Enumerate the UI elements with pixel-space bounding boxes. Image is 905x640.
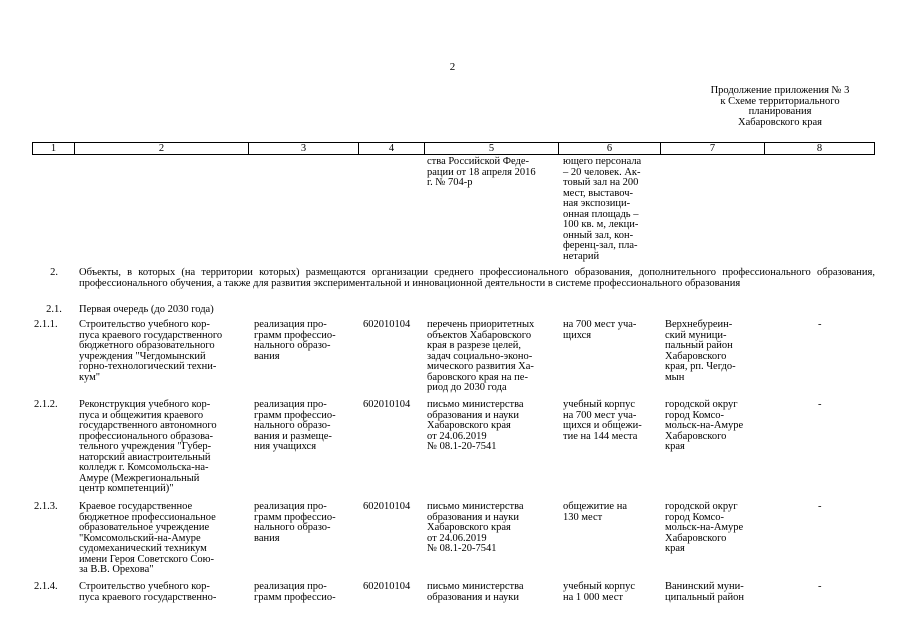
object-name: Реконструкция учебного кор- пуса и общежития краевого государственного автономного профессионального образова- тельного учреждения "Губер- наторский авиастроительный колледж г. Комсомольска-на- Амуре (Межрегиональный центр компетенций)" [79,399,217,494]
subsection-number: 2.1. [46,304,62,315]
object-capacity: учебный корпус на 700 мест уча- щихся и общежи- тие на 144 места [563,399,642,442]
object-code: 602010104 [363,319,411,330]
object-code: 602010104 [363,501,411,512]
object-purpose: реализация про- грамм профессио- [254,581,336,603]
column-number: 3 [249,143,359,155]
object-name: Строительство учебного кор- пуса краевого государственного бюджетного образовательного учреждения "Чегдомынский горно-технологический техни- кум" [79,319,223,383]
column-number: 1 [33,143,75,155]
object-purpose: реализация про- грамм профессио- нального образо- вания [254,319,336,362]
object-name: Краевое государственное бюджетное профессиональное образовательное учреждение "Комсомольский-на-Амуре судомеханический техникум имени Героя Советского Сою- за В.В. Орехова" [79,501,216,575]
object-basis: письмо министерства образования и науки [427,581,524,603]
column-number: 8 [765,143,875,155]
object-capacity: общежитие на 130 мест [563,501,627,523]
section-title: Объекты, в которых (на территории которых) размещаются организации среднего профессионального образования, дополнительного профессионального образования, профессионального обучения, а также для развития экспериментальной и инновационной деятельности в системе профессионального образования [79,267,875,289]
row-number: 2.1.2. [34,399,58,410]
object-location: Ванинский муни- ципальный район [665,581,744,603]
subsection-title: Первая очередь (до 2030 года) [79,304,214,315]
continued-basis: ства Российской Феде- рации от 18 апреля 2016 г. № 704-р [427,156,536,188]
column-number: 2 [75,143,249,155]
column-number-header [32,142,875,155]
object-basis: письмо министерства образования и науки Хабаровского края от 24.06.2019 № 08.1-20-7541 [427,501,524,554]
object-location: Верхнебуреин- ский муници- пальный район Хабаровского края, рп. Чегдо- мын [665,319,736,383]
object-basis: перечень приоритетных объектов Хабаровского края в разрезе целей, задач социально-эконо- мического развития Ха- баровского края на пе- риод до 2030 года [427,319,535,393]
row-number: 2.1.4. [34,581,58,592]
section-number: 2. [50,267,58,278]
column-number: 7 [661,143,765,155]
object-purpose: реализация про- грамм профессио- нального образо- вания [254,501,336,544]
object-code: 602010104 [363,581,411,592]
object-basis: письмо министерства образования и науки Хабаровского края от 24.06.2019 № 08.1-20-7541 [427,399,524,452]
column-number: 6 [559,143,661,155]
continued-capacity: ющего персонала – 20 человек. Ак- товый зал на 200 мест, выставоч- ная экспозици- онная площадь – 100 кв. м, лекци- онный зал, кон- ференц-зал, пла- нетарий [563,156,642,262]
object-zone: - [818,399,822,410]
object-zone: - [818,581,822,592]
object-location: городской округ город Комсо- мольск-на-Амуре Хабаровского края [665,501,744,554]
object-capacity: на 700 мест уча- щихся [563,319,637,341]
page-number: 2 [449,61,456,73]
object-zone: - [818,319,822,330]
object-location: городской округ город Комсо- мольск-на-Амуре Хабаровского края [665,399,744,452]
appendix-caption: Продолжение приложения № 3 к Схеме территориального планирования Хабаровского края [710,85,850,128]
column-number: 5 [425,143,559,155]
object-purpose: реализация про- грамм профессио- нального образо- вания и размеще- ния учащихся [254,399,336,452]
object-code: 602010104 [363,399,411,410]
object-capacity: учебный корпус на 1 000 мест [563,581,636,603]
object-name: Строительство учебного кор- пуса краевого государственно- [79,581,217,603]
row-number: 2.1.3. [34,501,58,512]
column-number: 4 [359,143,425,155]
object-zone: - [818,501,822,512]
row-number: 2.1.1. [34,319,58,330]
